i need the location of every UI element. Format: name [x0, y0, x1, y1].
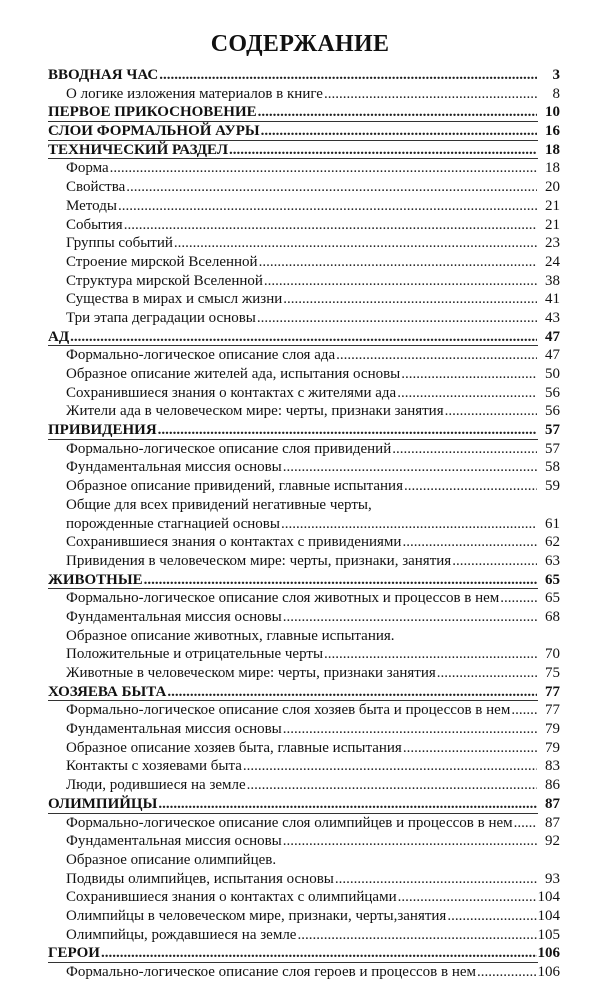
table-of-contents: [48, 66, 560, 982]
toc-subentry: [48, 234, 560, 253]
toc-page-number: 57: [545, 422, 560, 439]
dot-leader: [297, 926, 537, 945]
toc-subentry: [48, 533, 560, 552]
toc-subentry: [48, 85, 560, 104]
toc-entry-title: Сохранившиеся знания о контактах с привидениями: [66, 534, 402, 551]
dot-leader: [257, 309, 537, 328]
toc-page-number: 58: [545, 459, 560, 476]
dot-leader: [167, 683, 537, 702]
toc-entry-line: [66, 701, 538, 720]
toc-entry-title: Образное описание животных, главные испытания.: [66, 627, 395, 644]
toc-subentry: [48, 608, 560, 627]
dot-leader: [261, 122, 537, 141]
dot-leader: [283, 290, 537, 309]
toc-entry-title: Формально-логическое описание слоя хозяев быта и процессов в нем: [66, 702, 511, 719]
toc-entry-line: [66, 720, 538, 739]
toc-entry-line: [66, 496, 538, 515]
toc-entry-line: [48, 944, 538, 963]
dot-leader: [144, 571, 537, 590]
toc-page-number: 65: [545, 571, 560, 588]
dot-leader: [401, 365, 537, 384]
toc-section-entry: [48, 421, 560, 440]
toc-section-entry: [48, 122, 560, 141]
toc-entry-line: [66, 85, 538, 104]
toc-entry-line: [66, 627, 538, 646]
toc-page-number: 87: [545, 795, 560, 812]
toc-page-number: 56: [545, 384, 560, 401]
toc-entry-line: [66, 346, 538, 365]
toc-entry-line: [48, 66, 538, 85]
toc-page-number: 23: [545, 235, 560, 252]
toc-subentry: [48, 814, 560, 833]
toc-section-entry: [48, 683, 560, 702]
toc-entry-title: Привидения в человеческом мире: черты, признаки, занятия: [66, 552, 452, 569]
toc-entry-title: Три этапа деградации основы: [66, 309, 256, 326]
toc-entry-title: Олимпийцы в человеческом мире, признаки, черты,занятия: [66, 907, 447, 924]
toc-page-number: 59: [545, 478, 560, 495]
toc-entry-line: [66, 458, 538, 477]
toc-page-number: 68: [545, 608, 560, 625]
toc-subentry: [48, 458, 560, 477]
toc-page-number: 79: [545, 739, 560, 756]
toc-page-number: 16: [545, 123, 560, 140]
toc-subentry: [48, 870, 560, 889]
toc-page-number: 106: [537, 964, 560, 980]
toc-entry-title: ПЕРВОЕ ПРИКОСНОВЕНИЕ: [48, 104, 257, 121]
toc-entry-title: Методы: [66, 197, 117, 214]
toc-entry-line: [48, 328, 538, 347]
toc-entry-line: [66, 851, 538, 870]
toc-subentry: [48, 384, 560, 403]
toc-subentry: [48, 272, 560, 291]
toc-entry-title: Сохранившиеся знания о контактах с олимпийцами: [66, 889, 397, 906]
toc-entry-title: Образное описание хозяев быта, главные испытания: [66, 739, 402, 756]
toc-entry-line: [66, 870, 538, 889]
toc-entry-line: [66, 664, 538, 683]
toc-entry-line: [66, 197, 538, 216]
dot-leader: [247, 776, 537, 795]
toc-page-number: 8: [552, 85, 560, 102]
toc-subentry: [48, 963, 560, 982]
dot-leader: [403, 739, 537, 758]
toc-page-number: 56: [545, 403, 560, 420]
toc-subentry: [48, 515, 560, 534]
dot-leader: [158, 795, 537, 814]
toc-entry-title: Структура мирской Вселенной: [66, 272, 263, 289]
toc-entry-title: Подвиды олимпийцев, испытания основы: [66, 870, 334, 887]
toc-page-number: 65: [545, 590, 560, 607]
toc-entry-title: АД: [48, 328, 70, 345]
toc-subentry: [48, 645, 560, 664]
dot-leader: [402, 533, 537, 552]
toc-subentry: [48, 776, 560, 795]
toc-entry-line: [48, 122, 538, 141]
toc-page-number: 93: [545, 870, 560, 887]
dot-leader: [281, 515, 537, 534]
toc-entry-line: [66, 159, 538, 178]
toc-entry-title: Форма: [66, 160, 109, 177]
toc-entry-title: ПРИВИДЕНИЯ: [48, 422, 157, 439]
toc-page-number: 62: [545, 534, 560, 551]
toc-entry-title: Строение мирской Вселенной: [66, 253, 258, 270]
dot-leader: [101, 944, 537, 963]
toc-entry-line: [48, 571, 538, 590]
toc-page-number: 21: [545, 216, 560, 233]
toc-entry-title: Существа в мирах и смысл жизни: [66, 291, 283, 308]
toc-entry-line: [48, 795, 538, 814]
toc-entry-line: [66, 888, 538, 907]
toc-subentry: [48, 926, 560, 945]
toc-page-number: 106: [537, 945, 560, 962]
toc-page-number: 86: [545, 777, 560, 794]
toc-entry-line: [66, 926, 538, 945]
dot-leader: [398, 888, 537, 907]
dot-leader: [283, 720, 537, 739]
toc-page-number: 3: [552, 67, 560, 83]
toc-page-number: 83: [545, 758, 560, 775]
dot-leader: [283, 458, 537, 477]
toc-entry-title: Фундаментальная миссия основы: [66, 721, 282, 738]
toc-page-number: 63: [545, 552, 560, 569]
dot-leader: [243, 757, 537, 776]
toc-entry-title: ОЛИМПИЙЦЫ: [48, 795, 158, 812]
dot-leader: [126, 178, 537, 197]
toc-subentry: [48, 664, 560, 683]
page-title: СОДЕРЖАНИЕ: [210, 31, 390, 57]
toc-page-number: 18: [545, 160, 560, 177]
toc-subentry: [48, 346, 560, 365]
toc-section-entry: [48, 328, 560, 347]
toc-subentry: [48, 701, 560, 720]
toc-subentry: [48, 159, 560, 178]
toc-page-number: 18: [545, 141, 560, 158]
dot-leader: [397, 384, 537, 403]
toc-entry-title: Фундаментальная миссия основы: [66, 608, 282, 625]
toc-section-entry: [48, 944, 560, 963]
toc-entry-line: [66, 365, 538, 384]
toc-page-number: 21: [545, 197, 560, 214]
toc-page-number: 50: [545, 366, 560, 382]
toc-entry-title: ХОЗЯЕВА БЫТА: [48, 683, 167, 700]
toc-subentry: [48, 309, 560, 328]
toc-entry-title: ГЕРОИ: [48, 945, 100, 962]
dot-leader: [124, 216, 537, 235]
toc-entry-line: [66, 477, 538, 496]
toc-entry-title: Фундаментальная миссия основы: [66, 833, 282, 850]
toc-entry-title: События: [66, 216, 123, 233]
toc-entry-title: ВВОДНАЯ ЧАС: [48, 67, 159, 83]
toc-entry-line: [48, 141, 538, 160]
dot-leader: [336, 346, 537, 365]
toc-subentry: [48, 552, 560, 571]
dot-leader: [110, 159, 537, 178]
toc-entry-title: Группы событий: [66, 235, 173, 252]
toc-entry-title: Фундаментальная миссия основы: [66, 459, 282, 476]
toc-page-number: 104: [537, 907, 560, 924]
toc-entry-title: Жители ада в человеческом мире: черты, признаки занятия: [66, 403, 444, 420]
toc-page-number: 87: [545, 814, 560, 831]
toc-entry-line: [66, 216, 538, 235]
toc-entry-line: [66, 234, 538, 253]
dot-leader: [118, 197, 537, 216]
dot-leader: [404, 477, 537, 496]
toc-entry-title: Образное описание привидений, главные испытания: [66, 478, 403, 495]
toc-entry-line: [66, 832, 538, 851]
toc-entry-title: Сохранившиеся знания о контактах с жителями ада: [66, 384, 397, 401]
toc-subentry: [48, 216, 560, 235]
toc-entry-title: Общие для всех привидений негативные черты,: [66, 496, 372, 513]
toc-section-entry: [48, 66, 560, 85]
toc-subentry: [48, 290, 560, 309]
toc-page-number: 24: [545, 253, 560, 270]
toc-entry-line: [66, 178, 538, 197]
toc-entry-title: СЛОИ ФОРМАЛЬНОЙ АУРЫ: [48, 123, 260, 140]
toc-entry-title: Свойства: [66, 179, 126, 196]
toc-page-number: 47: [545, 347, 560, 364]
dot-leader: [174, 234, 537, 253]
dot-leader: [158, 421, 537, 440]
toc-page-number: 104: [537, 889, 560, 906]
toc-page-number: 57: [545, 440, 560, 457]
toc-entry-line: [48, 103, 538, 122]
toc-entry-line: [66, 963, 538, 982]
toc-entry-line: [66, 384, 538, 403]
toc-subentry: [48, 851, 560, 870]
toc-section-entry: [48, 795, 560, 814]
toc-subentry: [48, 477, 560, 496]
dot-leader: [324, 645, 537, 664]
toc-subentry: [48, 720, 560, 739]
toc-page-number: 47: [545, 328, 560, 345]
toc-entry-title: Формально-логическое описание слоя животных и процессов в нем: [66, 590, 500, 607]
toc-entry-title: ТЕХНИЧЕСКИЙ РАЗДЕЛ: [48, 141, 228, 158]
toc-page-number: 41: [545, 291, 560, 308]
toc-page-number: 77: [545, 702, 560, 719]
toc-page-number: 75: [545, 665, 560, 681]
toc-subentry: [48, 253, 560, 272]
toc-subentry: [48, 178, 560, 197]
toc-entry-title: Животные в человеческом мире: черты, признаки занятия: [66, 665, 436, 681]
toc-entry-line: [66, 309, 538, 328]
toc-entry-title: порожденные стагнацией основы: [66, 515, 280, 532]
toc-subentry: [48, 739, 560, 758]
toc-entry-title: Образное описание олимпийцев.: [66, 851, 277, 868]
toc-page-number: 105: [537, 926, 560, 943]
toc-entry-line: [66, 515, 538, 534]
toc-entry-line: [48, 421, 538, 440]
toc-entry-line: [66, 290, 538, 309]
toc-subentry: [48, 888, 560, 907]
toc-subentry: [48, 402, 560, 421]
toc-entry-title: Люди, родившиеся на земле: [66, 777, 246, 794]
dot-leader: [392, 440, 537, 459]
toc-entry-title: Контакты с хозяевами быта: [66, 758, 242, 775]
toc-page-number: 38: [545, 272, 560, 289]
dot-leader: [335, 870, 537, 889]
toc-subentry: [48, 589, 560, 608]
toc-entry-title: Формально-логическое описание слоя ада: [66, 347, 336, 364]
dot-leader: [259, 253, 537, 272]
toc-subentry: [48, 832, 560, 851]
dot-leader: [283, 832, 537, 851]
toc-subentry: [48, 365, 560, 384]
dot-leader: [324, 85, 537, 104]
toc-subentry: [48, 907, 560, 926]
toc-entry-title: ЖИВОТНЫЕ: [48, 571, 143, 588]
toc-entry-title: Положительные и отрицательные черты: [66, 646, 324, 663]
toc-entry-line: [66, 440, 538, 459]
toc-entry-line: [66, 272, 538, 291]
toc-entry-line: [66, 814, 538, 833]
toc-page-number: 43: [545, 309, 560, 326]
toc-entry-line: [66, 907, 538, 926]
toc-entry-line: [66, 645, 538, 664]
toc-page-number: 79: [545, 721, 560, 738]
toc-section-entry: [48, 103, 560, 122]
dot-leader: [258, 103, 537, 122]
toc-entry-title: Формально-логическое описание слоя привидений: [66, 440, 392, 457]
toc-entry-title: О логике изложения материалов в книге: [66, 85, 323, 102]
toc-subentry: [48, 440, 560, 459]
toc-page-number: 10: [545, 104, 560, 121]
toc-entry-title: Образное описание жителей ада, испытания основы: [66, 366, 401, 382]
toc-entry-line: [66, 608, 538, 627]
toc-page-number: 20: [545, 179, 560, 196]
dot-leader: [159, 66, 537, 85]
toc-entry-line: [48, 683, 538, 702]
toc-subentry: [48, 627, 560, 646]
toc-entry-title: Формально-логическое описание слоя олимпийцев и процессов в нем: [66, 814, 513, 831]
toc-entry-line: [66, 253, 538, 272]
dot-leader: [283, 608, 537, 627]
dot-leader: [70, 328, 537, 347]
toc-entry-line: [66, 757, 538, 776]
toc-entry-line: [66, 552, 538, 571]
toc-page-number: 92: [545, 833, 560, 850]
toc-page-number: 77: [545, 683, 560, 700]
dot-leader: [229, 141, 537, 160]
toc-entry-line: [66, 533, 538, 552]
toc-subentry: [48, 757, 560, 776]
toc-page-number: 70: [545, 646, 560, 663]
dot-leader: [264, 272, 537, 291]
toc-page-number: 61: [545, 515, 560, 532]
toc-subentry: [48, 197, 560, 216]
toc-entry-line: [66, 402, 538, 421]
toc-section-entry: [48, 141, 560, 160]
toc-section-entry: [48, 571, 560, 590]
toc-entry-line: [66, 739, 538, 758]
toc-subentry: [48, 496, 560, 515]
toc-entry-title: Формально-логическое описание слоя героев и процессов в нем: [66, 964, 476, 980]
toc-entry-title: Олимпийцы, рождавшиеся на земле: [66, 926, 297, 943]
toc-entry-line: [66, 776, 538, 795]
toc-entry-line: [66, 589, 538, 608]
